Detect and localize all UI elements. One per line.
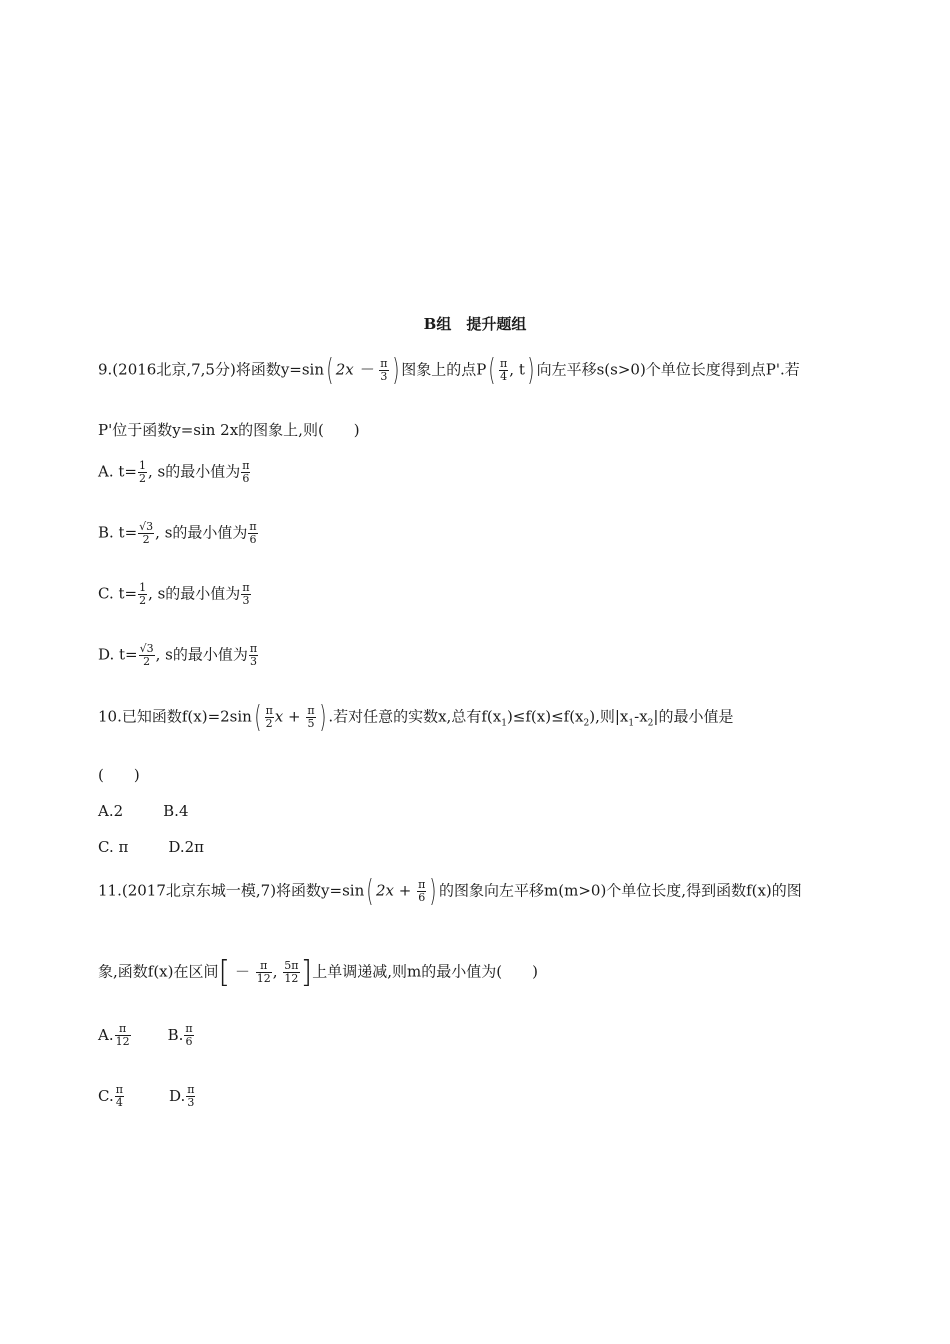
q9-option-b: B. t= $\frac{√3}{2}$ , s的最小值为 $\frac{\pi}{6}$	[98, 520, 257, 546]
paren-open: (	[366, 873, 374, 909]
paren-close: )	[527, 352, 535, 388]
q9-inner: 2x －	[335, 360, 379, 379]
q10-options-row1	[98, 801, 189, 821]
q10-option-a: A.2	[98, 802, 124, 820]
bracket-open: [	[218, 954, 231, 990]
q11-stem-line1: 11.(2017北京东城一模,7)将函数y=sin( 2x + $\frac{\pi}{6}$ ) 的图象向左平移m(m>0)个单位长度,得到函数f(x)的图	[98, 873, 802, 909]
q11-option-b: B. $\frac{\pi}{6}$	[167, 1022, 193, 1048]
q9-point-t: , t	[509, 360, 525, 379]
q10-stem-line1: 10.已知函数f(x)=2sin( $\frac{\pi}{2}$ x + $\frac{\pi}{5}$ ) .若对任意的实数x,总有$f(x_1)\le f(x)\le f(x_2)$,则$|x_1-x_2|$的最小值是	[98, 699, 734, 735]
q9-stem-line1	[98, 352, 800, 388]
q9-frac-pi4: $\frac{\pi}{4}$	[500, 357, 508, 383]
paren-close: )	[318, 699, 326, 735]
q11-stem-line2: 象,函数f(x)在区间[ － $\frac{\pi}{12}$ , $\frac{5\pi}{12}$ ]上单调递减,则m的最小值为( )	[98, 954, 538, 990]
q10-stem-line2: ( )	[98, 766, 140, 784]
q10-options-row2	[98, 837, 204, 857]
q10-option-d: D.2π	[168, 838, 205, 856]
q9-frac-pi3: $\frac{\pi}{3}$	[380, 357, 388, 383]
q9-option-c: C. t= $\frac{1}{2}$ , s的最小值为 $\frac{\pi}{3}$	[98, 581, 250, 607]
section-title: B组 提升题组	[423, 315, 527, 333]
q11-option-a: A. $\frac{\pi}{12}$	[98, 1022, 130, 1048]
paren-open: (	[254, 699, 262, 735]
q9-prefix: 9.(2016北京,7,5分)将函数y=sin	[98, 360, 325, 379]
q9-suffix: 向左平移s(s>0)个单位长度得到点P'.若	[536, 360, 800, 379]
paren-close: )	[391, 352, 399, 388]
q10-option-c: C. π	[98, 838, 129, 856]
q9-option-d: D. t= $\frac{√3}{2}$ , s的最小值为 $\frac{\pi}{3}$	[98, 642, 258, 668]
q11-option-c: C. $\frac{\pi}{4}$	[98, 1083, 123, 1109]
q11-options-row1	[98, 1023, 195, 1048]
q10-option-b: B.4	[163, 802, 189, 820]
paren-open: (	[488, 352, 496, 388]
q11-options-row2	[98, 1084, 196, 1109]
bracket-close: ]	[300, 954, 313, 990]
paren-close: )	[429, 873, 437, 909]
q9-option-a: A. t= $\frac{1}{2}$ , s的最小值为 $\frac{\pi}{6}$	[98, 459, 250, 485]
q9-mid: 图象上的点P	[401, 360, 487, 379]
paren-open: (	[326, 352, 334, 388]
q9-stem-line2: P'位于函数y=sin 2x的图象上,则( )	[98, 421, 360, 439]
q11-option-d: D. $\frac{\pi}{3}$	[168, 1083, 195, 1109]
